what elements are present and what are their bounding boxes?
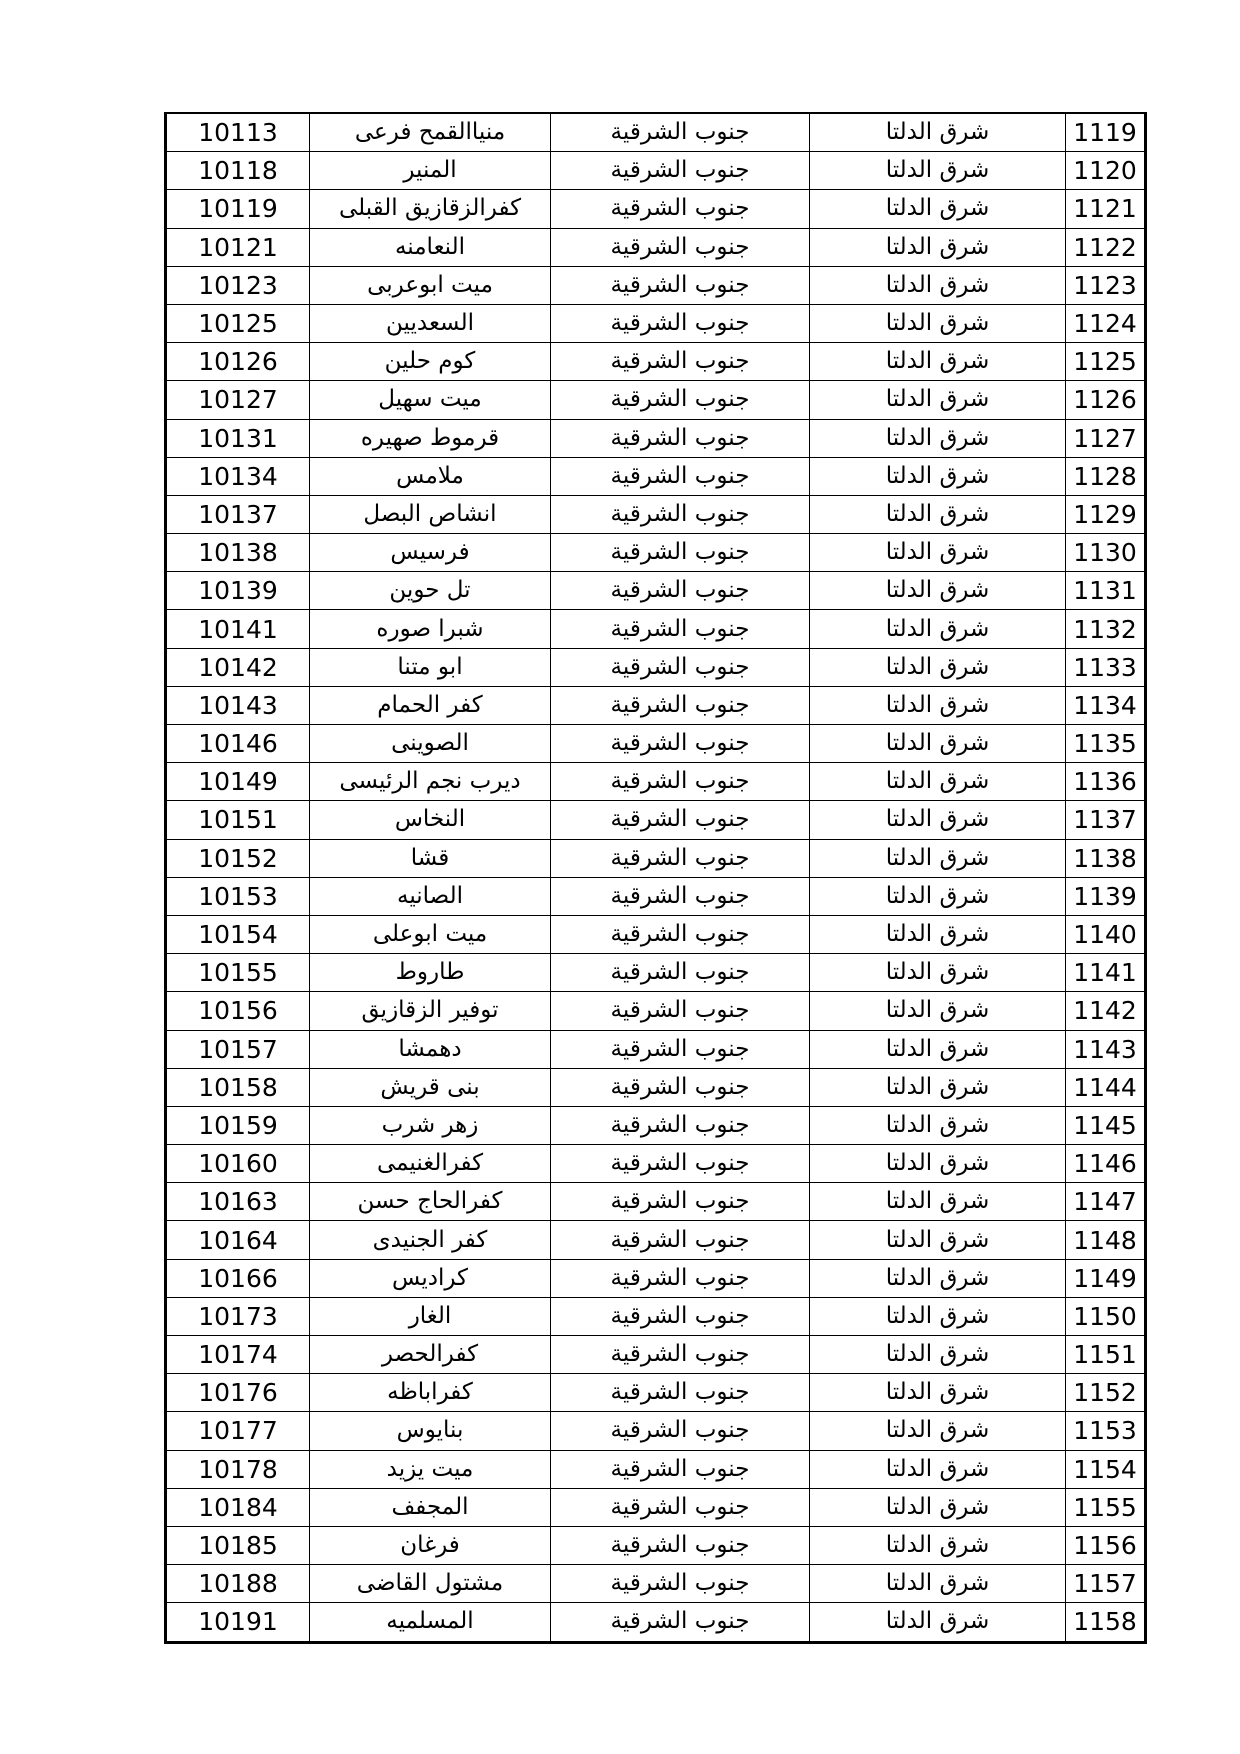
code-cell: 10146 [166, 725, 310, 763]
table-row [166, 763, 1146, 801]
code-cell: 10141 [166, 610, 310, 648]
center-cell: جنوب الشرقية [551, 1106, 810, 1144]
village-cell: النخاس [310, 801, 551, 839]
village-cell: تل حوين [310, 572, 551, 610]
village-cell: الصوينى [310, 725, 551, 763]
table-row [166, 1145, 1146, 1183]
village-cell: فرغان [310, 1526, 551, 1564]
index-cell: 1131 [1066, 572, 1146, 610]
code-cell: 10163 [166, 1183, 310, 1221]
code-cell: 10185 [166, 1526, 310, 1564]
center-cell: جنوب الشرقية [551, 1145, 810, 1183]
index-cell: 1140 [1066, 915, 1146, 953]
index-cell: 1122 [1066, 228, 1146, 266]
village-cell: كفر الجنيدى [310, 1221, 551, 1259]
index-cell: 1134 [1066, 686, 1146, 724]
region-cell: شرق الدلتا [810, 495, 1066, 533]
region-cell: شرق الدلتا [810, 343, 1066, 381]
center-cell: جنوب الشرقية [551, 419, 810, 457]
code-cell: 10184 [166, 1488, 310, 1526]
code-cell: 10131 [166, 419, 310, 457]
center-cell: جنوب الشرقية [551, 1030, 810, 1068]
region-cell: شرق الدلتا [810, 1106, 1066, 1144]
table-row [166, 381, 1146, 419]
region-cell: شرق الدلتا [810, 1068, 1066, 1106]
code-cell: 10174 [166, 1336, 310, 1374]
center-cell: جنوب الشرقية [551, 190, 810, 228]
index-cell: 1120 [1066, 152, 1146, 190]
village-cell: كفر الحمام [310, 686, 551, 724]
code-cell: 10157 [166, 1030, 310, 1068]
village-cell: توفير الزقازيق [310, 992, 551, 1030]
table-row [166, 839, 1146, 877]
index-cell: 1152 [1066, 1374, 1146, 1412]
index-cell: 1123 [1066, 266, 1146, 304]
code-cell: 10127 [166, 381, 310, 419]
village-cell: كفرالزقازيق القبلى [310, 190, 551, 228]
table-row [166, 1488, 1146, 1526]
center-cell: جنوب الشرقية [551, 1259, 810, 1297]
code-cell: 10155 [166, 954, 310, 992]
index-cell: 1150 [1066, 1297, 1146, 1335]
code-cell: 10156 [166, 992, 310, 1030]
village-cell: ابو متنا [310, 648, 551, 686]
code-cell: 10143 [166, 686, 310, 724]
index-cell: 1136 [1066, 763, 1146, 801]
center-cell: جنوب الشرقية [551, 954, 810, 992]
center-cell: جنوب الشرقية [551, 495, 810, 533]
village-cell: مشتول القاضى [310, 1565, 551, 1603]
region-cell: شرق الدلتا [810, 381, 1066, 419]
center-cell: جنوب الشرقية [551, 992, 810, 1030]
table-row [166, 419, 1146, 457]
village-cell: انشاص البصل [310, 495, 551, 533]
center-cell: جنوب الشرقية [551, 648, 810, 686]
center-cell: جنوب الشرقية [551, 801, 810, 839]
table-row [166, 1603, 1146, 1642]
center-cell: جنوب الشرقية [551, 457, 810, 495]
village-cell: ميت ابوعربى [310, 266, 551, 304]
region-cell: شرق الدلتا [810, 304, 1066, 342]
region-cell: شرق الدلتا [810, 1145, 1066, 1183]
code-cell: 10178 [166, 1450, 310, 1488]
table-row [166, 1526, 1146, 1564]
code-cell: 10173 [166, 1297, 310, 1335]
table-row [166, 1259, 1146, 1297]
village-cell: ميت سهيل [310, 381, 551, 419]
table-row [166, 113, 1146, 152]
center-cell: جنوب الشرقية [551, 1565, 810, 1603]
village-cell: ديرب نجم الرئيسى [310, 763, 551, 801]
code-cell: 10137 [166, 495, 310, 533]
center-cell: جنوب الشرقية [551, 1526, 810, 1564]
region-cell: شرق الدلتا [810, 839, 1066, 877]
center-cell: جنوب الشرقية [551, 915, 810, 953]
village-cell: بنى قريش [310, 1068, 551, 1106]
code-cell: 10138 [166, 534, 310, 572]
table-row [166, 1068, 1146, 1106]
table-row [166, 495, 1146, 533]
index-cell: 1127 [1066, 419, 1146, 457]
region-cell: شرق الدلتا [810, 534, 1066, 572]
region-cell: شرق الدلتا [810, 266, 1066, 304]
region-cell: شرق الدلتا [810, 610, 1066, 648]
index-cell: 1153 [1066, 1412, 1146, 1450]
village-cell: ميت ابوعلى [310, 915, 551, 953]
index-cell: 1125 [1066, 343, 1146, 381]
table-row [166, 572, 1146, 610]
code-cell: 10123 [166, 266, 310, 304]
code-cell: 10153 [166, 877, 310, 915]
table-row [166, 1030, 1146, 1068]
village-cell: كفرالحاج حسن [310, 1183, 551, 1221]
village-cell: شبرا صوره [310, 610, 551, 648]
center-cell: جنوب الشرقية [551, 381, 810, 419]
center-cell: جنوب الشرقية [551, 152, 810, 190]
center-cell: جنوب الشرقية [551, 1603, 810, 1642]
center-cell: جنوب الشرقية [551, 1336, 810, 1374]
village-cell: الصانيه [310, 877, 551, 915]
index-cell: 1154 [1066, 1450, 1146, 1488]
code-cell: 10121 [166, 228, 310, 266]
table-row [166, 1565, 1146, 1603]
village-cell: زهر شرب [310, 1106, 551, 1144]
village-cell: النعامنه [310, 228, 551, 266]
village-cell: كفرالغنيمى [310, 1145, 551, 1183]
index-cell: 1142 [1066, 992, 1146, 1030]
code-cell: 10188 [166, 1565, 310, 1603]
code-cell: 10134 [166, 457, 310, 495]
index-cell: 1139 [1066, 877, 1146, 915]
table-row [166, 1106, 1146, 1144]
code-cell: 10125 [166, 304, 310, 342]
code-cell: 10126 [166, 343, 310, 381]
center-cell: جنوب الشرقية [551, 763, 810, 801]
index-cell: 1148 [1066, 1221, 1146, 1259]
region-cell: شرق الدلتا [810, 801, 1066, 839]
region-cell: شرق الدلتا [810, 1336, 1066, 1374]
index-cell: 1135 [1066, 725, 1146, 763]
center-cell: جنوب الشرقية [551, 1450, 810, 1488]
center-cell: جنوب الشرقية [551, 725, 810, 763]
index-cell: 1124 [1066, 304, 1146, 342]
table-row [166, 343, 1146, 381]
village-cell: قشا [310, 839, 551, 877]
village-cell: الغار [310, 1297, 551, 1335]
region-cell: شرق الدلتا [810, 113, 1066, 152]
village-cell: المسلميه [310, 1603, 551, 1642]
table-row [166, 1412, 1146, 1450]
code-cell: 10151 [166, 801, 310, 839]
table-row [166, 954, 1146, 992]
code-cell: 10158 [166, 1068, 310, 1106]
village-cell: كراديس [310, 1259, 551, 1297]
code-cell: 10176 [166, 1374, 310, 1412]
table-row [166, 725, 1146, 763]
index-cell: 1145 [1066, 1106, 1146, 1144]
center-cell: جنوب الشرقية [551, 1068, 810, 1106]
village-cell: ملامس [310, 457, 551, 495]
code-cell: 10177 [166, 1412, 310, 1450]
table-body [166, 113, 1146, 1642]
code-cell: 10113 [166, 113, 310, 152]
table-row [166, 801, 1146, 839]
region-cell: شرق الدلتا [810, 763, 1066, 801]
center-cell: جنوب الشرقية [551, 1183, 810, 1221]
table-row [166, 534, 1146, 572]
code-cell: 10118 [166, 152, 310, 190]
village-cell: منياالقمح فرعى [310, 113, 551, 152]
index-cell: 1128 [1066, 457, 1146, 495]
code-cell: 10152 [166, 839, 310, 877]
center-cell: جنوب الشرقية [551, 228, 810, 266]
village-cell: كفرالحصر [310, 1336, 551, 1374]
index-cell: 1137 [1066, 801, 1146, 839]
region-cell: شرق الدلتا [810, 457, 1066, 495]
index-cell: 1155 [1066, 1488, 1146, 1526]
region-cell: شرق الدلتا [810, 1221, 1066, 1259]
center-cell: جنوب الشرقية [551, 534, 810, 572]
center-cell: جنوب الشرقية [551, 610, 810, 648]
code-cell: 10166 [166, 1259, 310, 1297]
index-cell: 1141 [1066, 954, 1146, 992]
table-row [166, 304, 1146, 342]
region-cell: شرق الدلتا [810, 152, 1066, 190]
code-cell: 10139 [166, 572, 310, 610]
table-row [166, 228, 1146, 266]
village-cell: السعديين [310, 304, 551, 342]
table-row [166, 1374, 1146, 1412]
village-cell: المجفف [310, 1488, 551, 1526]
region-cell: شرق الدلتا [810, 1030, 1066, 1068]
region-cell: شرق الدلتا [810, 1488, 1066, 1526]
index-cell: 1149 [1066, 1259, 1146, 1297]
table-row [166, 1450, 1146, 1488]
region-cell: شرق الدلتا [810, 1297, 1066, 1335]
index-cell: 1158 [1066, 1603, 1146, 1642]
table-row [166, 686, 1146, 724]
index-cell: 1121 [1066, 190, 1146, 228]
data-table [164, 112, 1147, 1644]
village-cell: قرموط صهيره [310, 419, 551, 457]
index-cell: 1126 [1066, 381, 1146, 419]
center-cell: جنوب الشرقية [551, 304, 810, 342]
center-cell: جنوب الشرقية [551, 1374, 810, 1412]
center-cell: جنوب الشرقية [551, 113, 810, 152]
code-cell: 10164 [166, 1221, 310, 1259]
code-cell: 10159 [166, 1106, 310, 1144]
region-cell: شرق الدلتا [810, 1526, 1066, 1564]
village-cell: كفراباظه [310, 1374, 551, 1412]
region-cell: شرق الدلتا [810, 1374, 1066, 1412]
table-row [166, 457, 1146, 495]
index-cell: 1156 [1066, 1526, 1146, 1564]
code-cell: 10191 [166, 1603, 310, 1642]
center-cell: جنوب الشرقية [551, 1488, 810, 1526]
center-cell: جنوب الشرقية [551, 1221, 810, 1259]
table-row [166, 610, 1146, 648]
index-cell: 1157 [1066, 1565, 1146, 1603]
region-cell: شرق الدلتا [810, 228, 1066, 266]
index-cell: 1133 [1066, 648, 1146, 686]
table-row [166, 266, 1146, 304]
index-cell: 1129 [1066, 495, 1146, 533]
center-cell: جنوب الشرقية [551, 266, 810, 304]
center-cell: جنوب الشرقية [551, 1412, 810, 1450]
region-cell: شرق الدلتا [810, 992, 1066, 1030]
table-row [166, 648, 1146, 686]
village-cell: ميت يزيد [310, 1450, 551, 1488]
village-cell: كوم حلين [310, 343, 551, 381]
region-cell: شرق الدلتا [810, 877, 1066, 915]
region-cell: شرق الدلتا [810, 915, 1066, 953]
table-row [166, 1297, 1146, 1335]
index-cell: 1146 [1066, 1145, 1146, 1183]
index-cell: 1130 [1066, 534, 1146, 572]
center-cell: جنوب الشرقية [551, 839, 810, 877]
index-cell: 1151 [1066, 1336, 1146, 1374]
code-cell: 10142 [166, 648, 310, 686]
region-cell: شرق الدلتا [810, 1412, 1066, 1450]
table-row [166, 1336, 1146, 1374]
table-row [166, 877, 1146, 915]
table-row [166, 992, 1146, 1030]
index-cell: 1144 [1066, 1068, 1146, 1106]
village-cell: بنايوس [310, 1412, 551, 1450]
center-cell: جنوب الشرقية [551, 343, 810, 381]
index-cell: 1119 [1066, 113, 1146, 152]
code-cell: 10154 [166, 915, 310, 953]
table-row [166, 1221, 1146, 1259]
village-cell: المنير [310, 152, 551, 190]
village-cell: طاروط [310, 954, 551, 992]
code-cell: 10160 [166, 1145, 310, 1183]
region-cell: شرق الدلتا [810, 1565, 1066, 1603]
region-cell: شرق الدلتا [810, 648, 1066, 686]
region-cell: شرق الدلتا [810, 1450, 1066, 1488]
center-cell: جنوب الشرقية [551, 686, 810, 724]
index-cell: 1132 [1066, 610, 1146, 648]
region-cell: شرق الدلتا [810, 725, 1066, 763]
code-cell: 10119 [166, 190, 310, 228]
center-cell: جنوب الشرقية [551, 1297, 810, 1335]
region-cell: شرق الدلتا [810, 419, 1066, 457]
table-row [166, 1183, 1146, 1221]
center-cell: جنوب الشرقية [551, 877, 810, 915]
region-cell: شرق الدلتا [810, 1259, 1066, 1297]
index-cell: 1147 [1066, 1183, 1146, 1221]
region-cell: شرق الدلتا [810, 686, 1066, 724]
index-cell: 1143 [1066, 1030, 1146, 1068]
region-cell: شرق الدلتا [810, 1183, 1066, 1221]
code-cell: 10149 [166, 763, 310, 801]
table-row [166, 915, 1146, 953]
region-cell: شرق الدلتا [810, 954, 1066, 992]
center-cell: جنوب الشرقية [551, 572, 810, 610]
table-row [166, 190, 1146, 228]
index-cell: 1138 [1066, 839, 1146, 877]
table-row [166, 152, 1146, 190]
region-cell: شرق الدلتا [810, 1603, 1066, 1642]
village-cell: فرسيس [310, 534, 551, 572]
region-cell: شرق الدلتا [810, 190, 1066, 228]
region-cell: شرق الدلتا [810, 572, 1066, 610]
village-cell: دهمشا [310, 1030, 551, 1068]
